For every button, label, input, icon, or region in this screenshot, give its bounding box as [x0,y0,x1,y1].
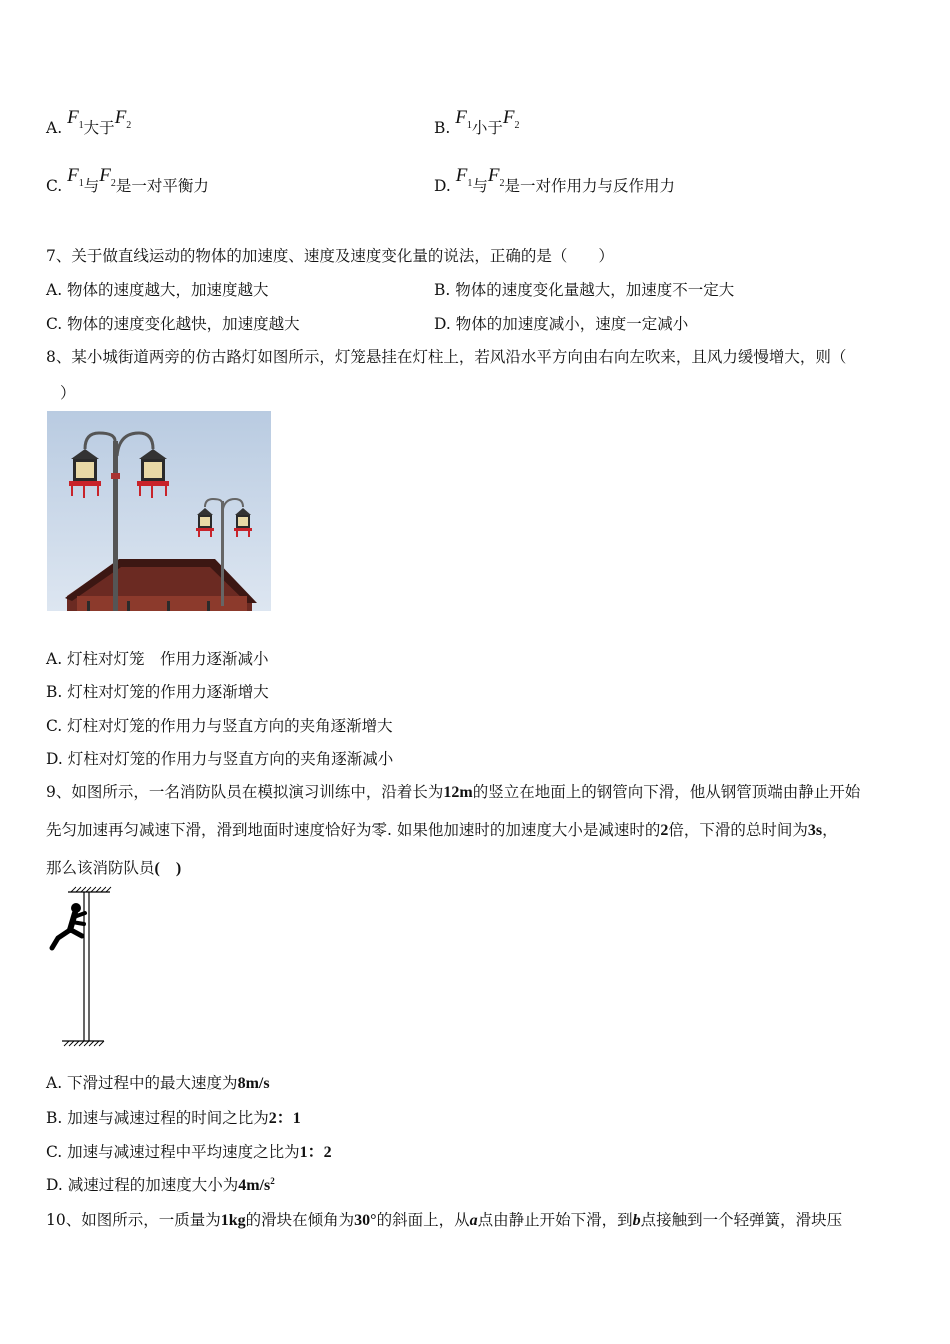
q9-option-a[interactable]: A. 下滑过程中的最大速度为8m/s [46,1074,270,1092]
option-text: 是一对作用力与反作用力 [504,177,675,195]
option-letter: B. [434,119,451,137]
f2-symbol: $F_2$ [487,165,505,189]
option-text: 与 [83,177,100,195]
f1-symbol: $F_1$ [455,165,473,189]
f2-symbol: $F_2$ [502,107,520,131]
q6-option-b[interactable] [434,107,520,141]
q7-option-a[interactable]: A. 物体的速度越大，加速度越大 [46,281,269,299]
q7-option-d[interactable]: D. 物体的加速度减小，速度一定减小 [434,315,689,333]
option-text: 是一对平衡力 [115,177,209,195]
question-10-stem: 10、如图所示，一质量为1kg的滑块在倾角为30°的斜面上，从a点由静止开始下滑，到b点接触到一个轻弹簧，滑块压 [46,1211,843,1229]
f2-symbol: $F_2$ [114,107,132,131]
q6-option-a[interactable] [46,107,132,141]
question-9-stem-line3: 那么该消防队员( ) [46,859,182,877]
q6-option-c[interactable] [46,165,209,199]
option-letter: C. [46,177,63,195]
q8-option-a[interactable]: A. 灯柱对灯笼 作用力逐渐减小 [46,650,269,668]
street-lamp-photo [47,411,271,611]
q6-option-d[interactable] [434,165,675,199]
option-text: 与 [472,177,488,195]
option-letter: D. [434,177,451,195]
option-text: 小于 [471,119,503,137]
firefighter-pole-diagram [46,886,116,1050]
f1-symbol: $F_1$ [67,165,84,189]
q9-option-b[interactable]: B. 加速与减速过程的时间之比为2：1 [46,1109,301,1127]
question-7-stem: 7、关于做直线运动的物体的加速度、速度及速度变化量的说法，正确的是（ ） [46,247,614,265]
q8-option-b[interactable]: B. 灯柱对灯笼的作用力逐渐增大 [46,683,269,701]
option-text: 大于 [83,119,115,137]
question-8-stem: 8、某小城街道两旁的仿古路灯如图所示，灯笼悬挂在灯柱上，若风沿水平方向由右向左吹来，且风力缓慢增大，则（ [46,348,847,366]
q8-option-c[interactable]: C. 灯柱对灯笼的作用力与竖直方向的夹角逐渐增大 [46,717,393,735]
question-9-stem-line2: 先匀加速再匀减速下滑，滑到地面时速度恰好为零. 如果他加速时的加速度大小是减速时的2倍，下滑的总时间为3s， [46,821,838,839]
q9-option-d[interactable]: D. 减速过程的加速度大小为$4m/s^2$ [46,1175,275,1194]
question-9-stem-line1: 9、如图所示，一名消防队员在模拟演习训练中，沿着长为12m的竖立在地面上的钢管向下滑，他从钢管顶端由静止开始 [46,783,861,801]
option-letter: A. [46,119,63,137]
f2-symbol: $F_2$ [99,165,116,189]
q9-option-c[interactable]: C. 加速与减速过程中平均速度之比为1：2 [46,1143,332,1161]
q8-option-d[interactable]: D. 灯柱对灯笼的作用力与竖直方向的夹角逐渐减小 [46,750,394,768]
question-8-stem-end: ） [60,384,76,402]
f1-symbol: $F_1$ [67,107,84,131]
q7-option-b[interactable]: B. 物体的速度变化量越大，加速度不一定大 [434,281,735,299]
q7-option-c[interactable]: C. 物体的速度变化越快，加速度越大 [46,315,300,333]
f1-symbol: $F_1$ [455,107,472,131]
